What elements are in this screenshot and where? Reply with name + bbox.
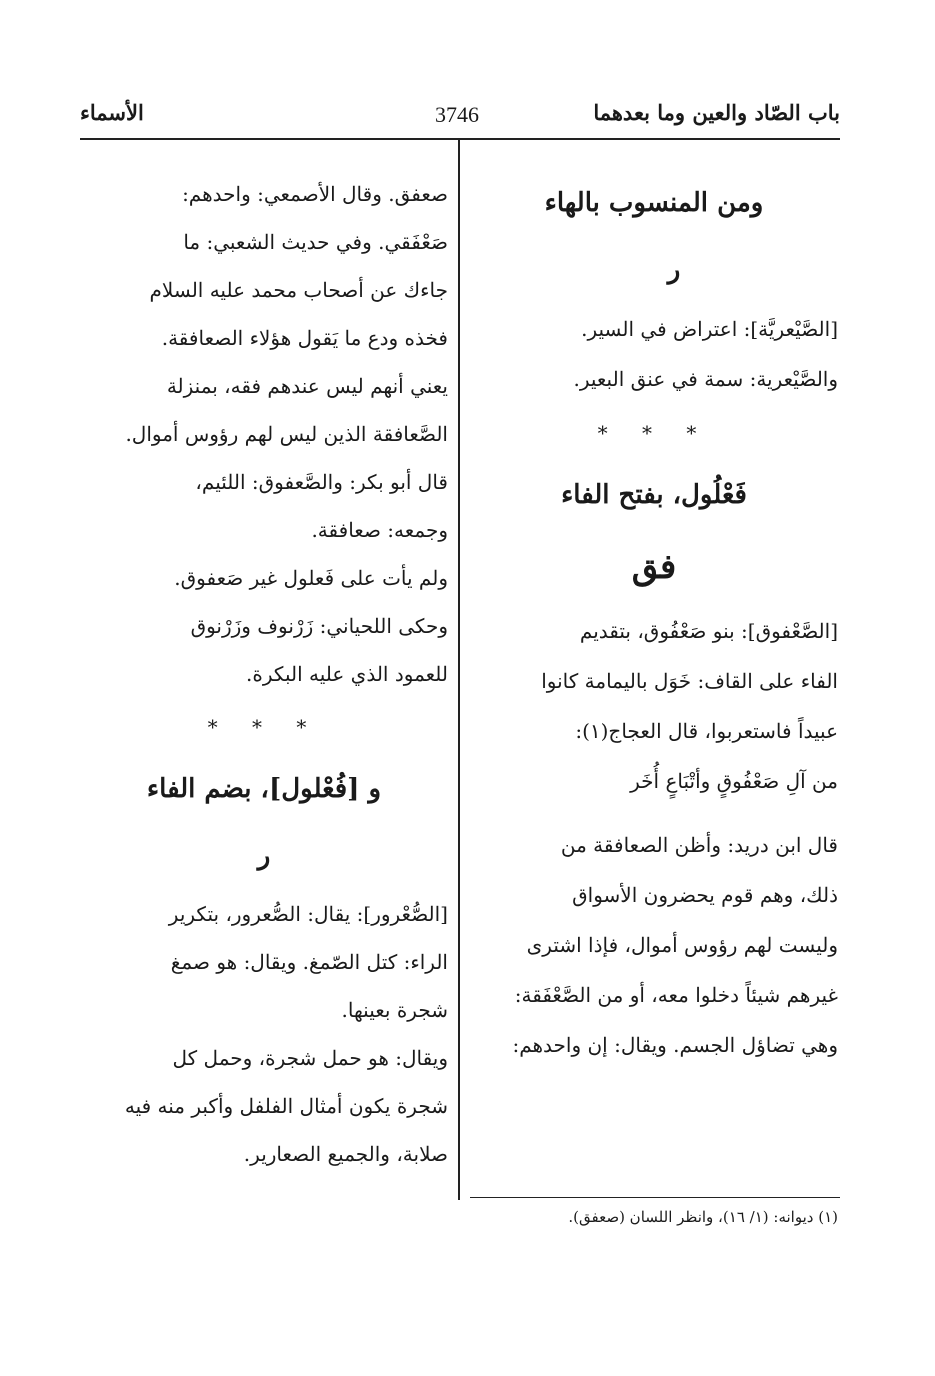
- text-line: غيرهم شيئاً دخلوا معه، أو من الصَّعْفَقة:: [514, 983, 838, 1007]
- left-column: [80, 170, 448, 1178]
- text-line: وهي تضاؤل الجسم. ويقال: إن واحدهم:: [512, 1033, 838, 1057]
- section-heading: فَعْلُول، بفتح الفاء: [561, 480, 747, 510]
- text-line: [الصُّعْرور]: يقال: الصُّعرور، بتكرير: [168, 902, 448, 926]
- text-line: [الصَّعْفوق]: بنو صَعْفُوق، بتقديم: [579, 619, 838, 643]
- text-line: وليست لهم رؤوس أموال، فإذا اشترى: [526, 933, 838, 957]
- text-line: ويقال: هو حمل شجرة، وحمل كل: [172, 1046, 448, 1070]
- root-letter: ر: [667, 255, 681, 285]
- text-line: الصَّعافقة الذين ليس لهم رؤوس أموال.: [125, 422, 448, 446]
- section-title: الأسماء: [80, 100, 144, 125]
- text-line: ذلك، وهم قوم يحضرون الأسواق: [572, 883, 838, 907]
- column-divider: [458, 140, 460, 1200]
- text-line: عبيداً فاستعربوا، قال العجاج(١):: [575, 719, 838, 743]
- verse-line: من آلِ صَعْفُوقٍ وأتْبَاعٍ أُخَر: [630, 769, 838, 793]
- text-line: والصَّيْعرية: سمة في عنق البعير.: [573, 367, 838, 391]
- text-line: صلابة، والجميع الصعارير.: [243, 1142, 448, 1166]
- text-line: يعني أنهم ليس عندهم فقه، بمنزلة: [166, 374, 448, 398]
- footnote-rule: [470, 1197, 840, 1198]
- text-line: شجرة يكون أمثال الفلفل وأكبر منه فيه: [124, 1094, 448, 1118]
- section-heading: و [فُعْلول]، بضم الفاء: [146, 774, 382, 804]
- text-line: وحكى اللحياني: زَرْنوف وزَرْنوق: [190, 614, 448, 638]
- separator-stars: * * *: [597, 421, 711, 445]
- text-line: وجمعه: صعافقة.: [311, 518, 448, 542]
- footnote: (١) ديوانه: (١/ ١٦)، وانظر اللسان (صعفق).: [568, 1208, 838, 1226]
- header-rule: [80, 138, 840, 140]
- page-header: [80, 100, 840, 134]
- text-line: شجرة بعينها.: [341, 998, 448, 1022]
- text-line: فخذه ودع ما يَقول هؤلاء الصعافقة.: [161, 326, 448, 350]
- text-line: جاءك عن أصحاب محمد عليه السلام: [149, 278, 448, 302]
- root-letter: ر: [257, 841, 271, 871]
- text-line: صَعْفَقي. وفي حديث الشعبي: ما: [183, 230, 448, 254]
- root-heading: فق: [631, 547, 677, 587]
- text-line: قال ابن دريد: وأظن الصعافقة من: [560, 833, 838, 857]
- text-line: صعفق. وقال الأصمعي: واحدهم:: [182, 182, 448, 206]
- text-line: قال أبو بكر: والصَّعفوق: اللئيم،: [195, 470, 448, 494]
- page-number: 3746: [435, 102, 479, 127]
- text-line: الفاء على القاف: خَوَل باليمامة كانوا: [541, 669, 838, 693]
- text-line: [الصَّيْعريَّة]: اعتراض في السير.: [581, 317, 838, 341]
- chapter-title: باب الصّاد والعين وما بعدهما: [593, 100, 840, 125]
- text-line: ولم يأت على فَعلول غير صَعفوق.: [174, 566, 448, 590]
- text-line: الراء: كتل الصّمغ. ويقال: هو صمغ: [170, 950, 448, 974]
- text-line: للعمود الذي عليه البكرة.: [246, 662, 448, 686]
- right-column: [470, 170, 838, 1070]
- section-heading: ومن المنسوب بالهاء: [544, 188, 764, 218]
- separator-stars: * * *: [207, 715, 321, 739]
